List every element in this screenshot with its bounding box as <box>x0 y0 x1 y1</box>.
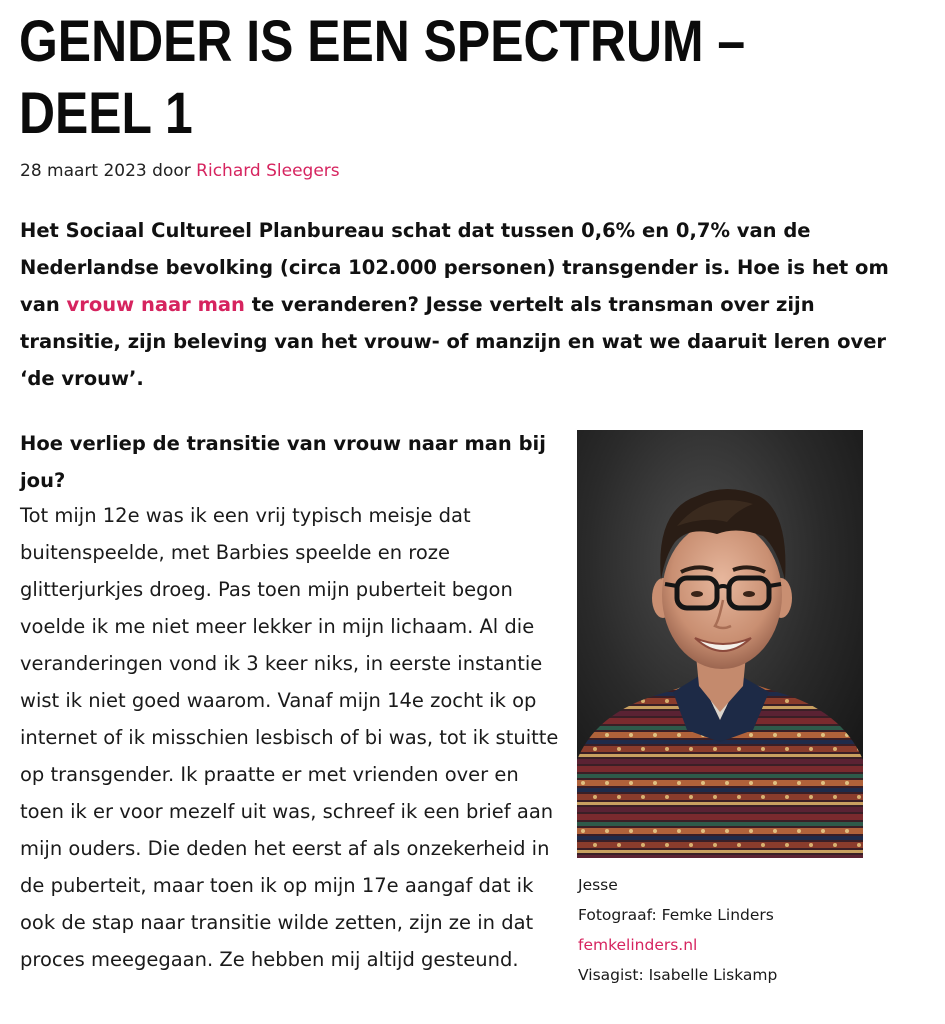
portrait-illustration <box>577 430 863 858</box>
interview-answer: Tot mijn 12e was ik een vrij typisch meisje dat buitenspeelde, met Barbies speelde en roze glitterjurkjes droeg. Pas toen mijn puberteit begon voelde ik me niet meer lekker in mijn lichaam. Al die veranderingen vond ik 3 keer niks, in eerste instantie wist ik niet goed waarom. Vanaf mijn 14e zocht ik op internet of ik misschien lesbisch of bi was, tot ik stuitte op transgender. Ik praatte er met vrienden over en toen ik er voor mezelf uit was, schreef ik een brief aan mijn ouders. Die deden het eerst af als onzekerheid in de puberteit, maar toen ik op mijn 17e aangaf dat ik ook de stap naar transitie wilde zetten, zijn ze in dat proces meegegaan. Ze hebben mij altijd gesteund. <box>20 504 559 971</box>
article-meta <box>20 158 340 184</box>
interview-question: Hoe verliep de transitie van vrouw naar man bij jou? <box>20 432 546 492</box>
author-link[interactable]: Richard Sleegers <box>196 161 340 181</box>
article-title: GENDER IS EEN SPECTRUM – DEEL 1 <box>19 9 746 146</box>
article-lead <box>20 212 920 397</box>
lead-text-end: te veranderen? Jesse vertelt als transman over zijn transitie, zijn beleving van het vrouw- of manzijn en wat we daaruit leren over ‘de vrouw’. <box>20 293 887 390</box>
caption-photographer: Fotograaf: Femke Linders <box>578 906 774 924</box>
caption-name: Jesse <box>578 876 618 894</box>
photographer-website-link[interactable]: femkelinders.nl <box>578 936 698 954</box>
vrouw-naar-man-link[interactable]: vrouw naar man <box>66 293 245 316</box>
caption-makeup-artist: Visagist: Isabelle Liskamp <box>578 966 778 984</box>
publish-date-text: 28 maart 2023 door <box>20 161 197 181</box>
portrait-photo <box>577 430 863 858</box>
lead-text-start: Het Sociaal Cultureel Planbureau schat dat tussen 0,6% en 0,7% van de Nederlandse bevolking (circa 102.000 personen) transgender is. Hoe is het om van <box>20 219 889 316</box>
photo-caption <box>578 870 918 990</box>
